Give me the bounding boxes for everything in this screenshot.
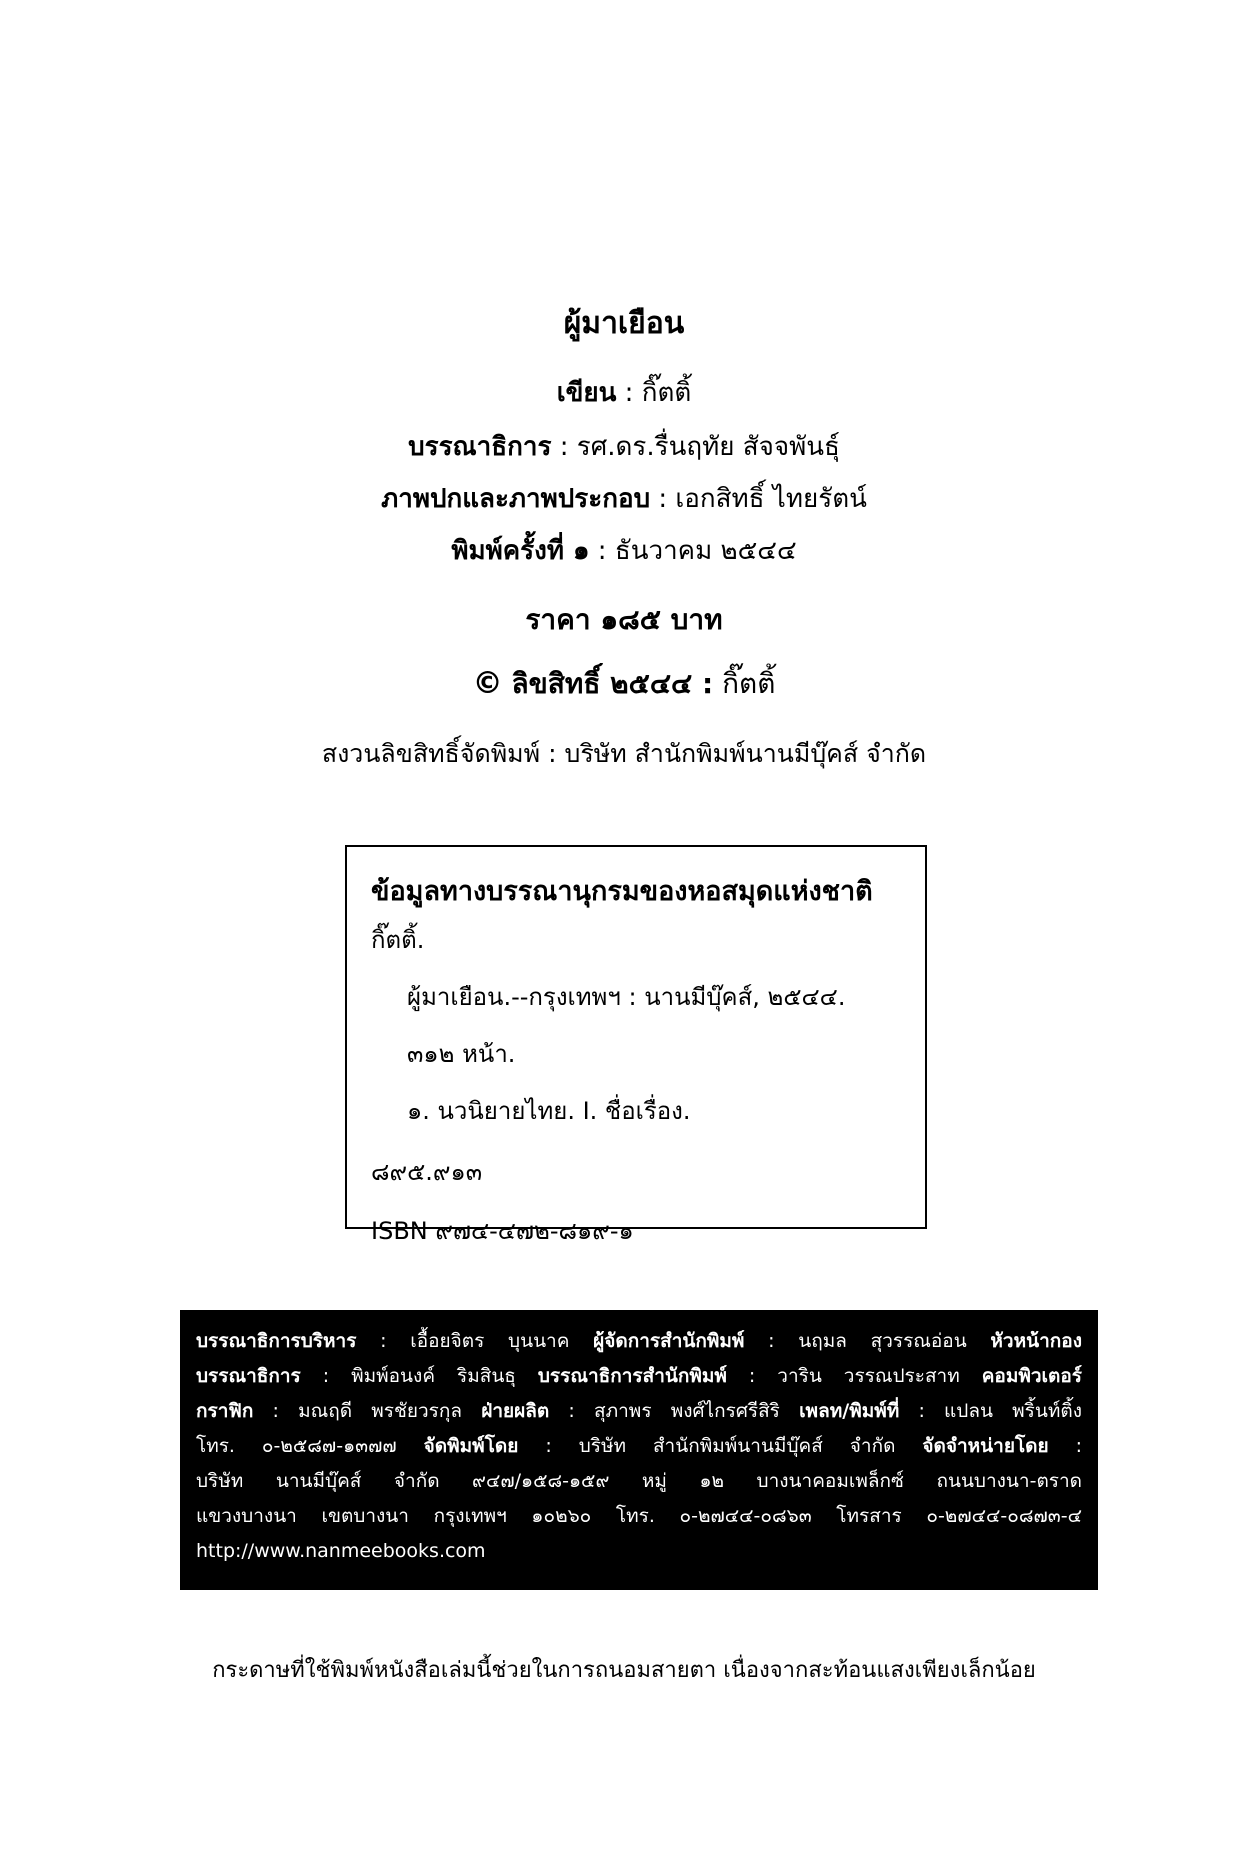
cataloging-entry: ผู้มาเยือน.--กรุงเทพฯ : นานมีบุ๊คส์, ๒๕๔๔. (407, 983, 846, 1011)
staff-role: จัดจำหน่ายโดย (922, 1435, 1049, 1457)
credit-value: กิ๊ตติ้ (641, 378, 692, 408)
staff-text: : พิมพ์อนงค์ ริมสินธุ (300, 1365, 538, 1387)
cataloging-author: กิ๊ตติ้. (371, 926, 425, 954)
staff-role: จัดพิมพ์โดย (423, 1435, 519, 1457)
staff-role: คอมพิวเตอร์ (981, 1365, 1082, 1387)
cataloging-entry: ๓๑๒ หน้า. (407, 1040, 516, 1068)
staff-line (196, 1359, 1082, 1394)
credit-illustrator: ภาพปกและภาพประกอบ : เอกสิทธิ์ ไทยรัตน์ (381, 484, 867, 514)
staff-text: : บริษัท สำนักพิมพ์นานมีบุ๊คส์ จำกัด (518, 1435, 923, 1457)
staff-text: แขวงบางนา เขตบางนา กรุงเทพฯ ๑๐๒๖๐ โทร. ๐-๒๗๔๔-๐๘๖๓ โทรสาร ๐-๒๗๔๔-๐๘๗๓-๔ (196, 1505, 1082, 1527)
staff-role: บรรณาธิการสำนักพิมพ์ (537, 1365, 727, 1387)
staff-line (196, 1324, 1082, 1359)
isbn: ISBN ๙๗๔-๔๗๒-๘๑๙-๑ (371, 1217, 634, 1245)
staff-role: บรรณาธิการ (196, 1365, 301, 1387)
credit-value: รศ.ดร.รื่นฤทัย สัจจพันธุ์ (576, 432, 840, 462)
credit-value: เอกสิทธิ์ ไทยรัตน์ (675, 484, 867, 514)
credit-value: ธันวาคม ๒๕๔๔ (614, 536, 797, 566)
credit-editor: บรรณาธิการ : รศ.ดร.รื่นฤทัย สัจจพันธุ์ (408, 432, 840, 462)
staff-text: โทร. ๐-๒๕๘๗-๑๓๗๗ (196, 1435, 424, 1457)
credit-author: เขียน : กิ๊ตติ้ (556, 378, 692, 408)
staff-text: : วาริน วรรณประสาท (726, 1365, 982, 1387)
staff-role: ผู้จัดการสำนักพิมพ์ (593, 1330, 745, 1352)
copyright-icon: © (472, 666, 503, 701)
copyright-label: ลิขสิทธิ์ ๒๕๔๔ : (511, 667, 714, 700)
staff-panel (180, 1310, 1098, 1590)
credit-label: เขียน (556, 378, 617, 408)
paper-note: กระดาษที่ใช้พิมพ์หนังสือเล่มนี้ช่วยในการถนอมสายตา เนื่องจากสะท้อนแสงเพียงเล็กน้อย (212, 1658, 1036, 1683)
cataloging-heading: ข้อมูลทางบรรณานุกรมของหอสมุดแห่งชาติ (371, 876, 873, 907)
publishing-rights: สงวนลิขสิทธิ์จัดพิมพ์ : บริษัท สำนักพิมพ์นานมีบุ๊คส์ จำกัด (321, 739, 927, 768)
staff-line (196, 1464, 1082, 1499)
credit-label: บรรณาธิการ (408, 432, 552, 462)
staff-role: บรรณาธิการบริหาร (196, 1330, 357, 1352)
cataloging-entry: ๑. นวนิยายไทย. I. ชื่อเรื่อง. (407, 1097, 691, 1125)
cataloging-box (345, 845, 927, 1245)
staff-line (196, 1534, 1082, 1569)
staff-line (196, 1429, 1082, 1464)
staff-text: : นฤมล สุวรรณอ่อน (744, 1330, 991, 1352)
staff-role: หัวหน้ากอง (990, 1330, 1082, 1352)
staff-text: http://www.nanmeebooks.com (196, 1540, 486, 1562)
staff-text: : มณฤดี พรชัยวรกุล (253, 1400, 482, 1422)
staff-text: : สุภาพร พงศ์ไกรศรีสิริ (549, 1400, 800, 1422)
staff-text: : (1048, 1435, 1082, 1457)
book-title: ผู้มาเยือน (563, 306, 685, 341)
staff-line (196, 1394, 1082, 1429)
staff-role: ฝ่ายผลิต (481, 1400, 550, 1422)
staff-text: : เอื้อยจิตร บุนนาค (356, 1330, 594, 1352)
price: ราคา ๑๘๕ บาท (525, 603, 723, 636)
staff-role: กราฟิก (196, 1400, 254, 1422)
credit-label: พิมพ์ครั้งที่ ๑ (451, 536, 590, 566)
credit-label: ภาพปกและภาพประกอบ (381, 484, 651, 514)
staff-text: : แปลน พริ้นท์ติ้ง (899, 1400, 1082, 1422)
staff-text: บริษัท นานมีบุ๊คส์ จำกัด ๙๔๗/๑๕๘-๑๕๙ หมู่ ๑๒ บางนาคอมเพล็กซ์ ถนนบางนา-ตราด (196, 1470, 1082, 1492)
copyright-line (0, 662, 1248, 706)
credit-edition: พิมพ์ครั้งที่ ๑ : ธันวาคม ๒๕๔๔ (451, 536, 797, 566)
staff-role: เพลท/พิมพ์ที่ (799, 1400, 900, 1422)
copyright-holder: กิ๊ตติ้ (722, 667, 776, 700)
staff-line (196, 1499, 1082, 1534)
cataloging-classification: ๘๙๕.๙๑๓ (371, 1158, 483, 1186)
